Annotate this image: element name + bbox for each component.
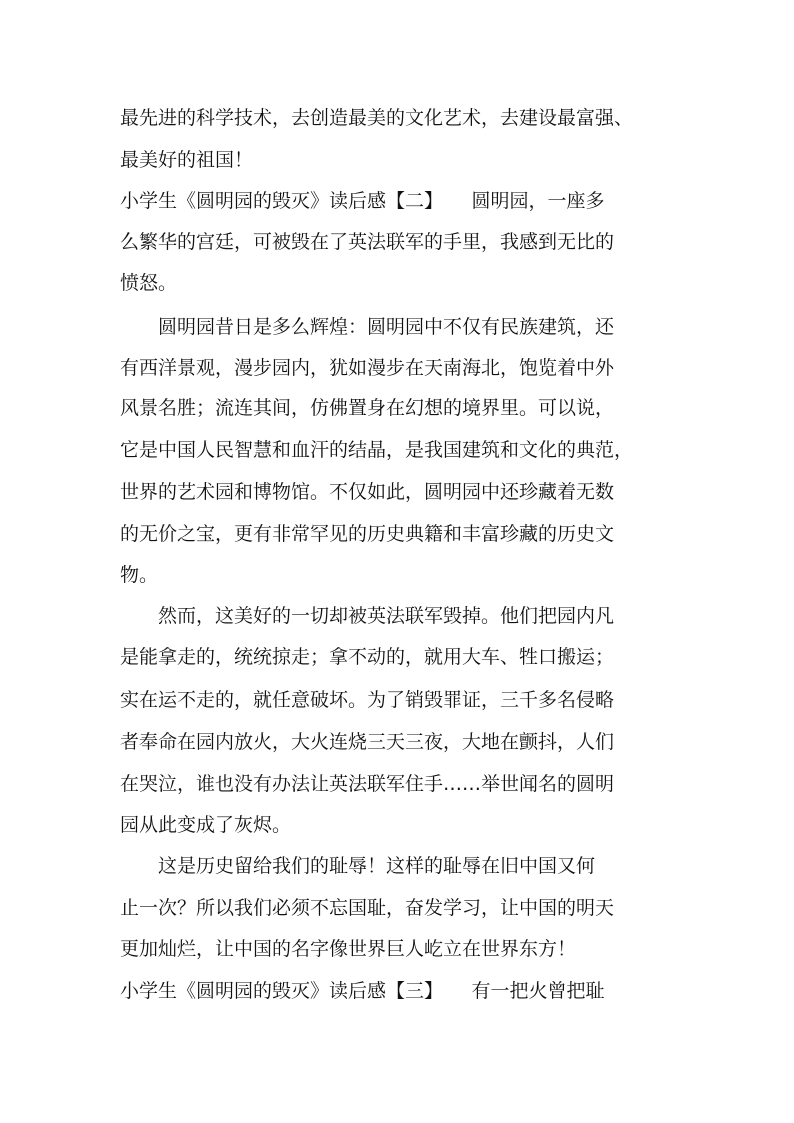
text-line: 世界的艺术园和博物馆。不仅如此，圆明园中还珍藏着无数 bbox=[120, 481, 615, 503]
text-line: 它是中国人民智慧和血汗的结晶，是我国建筑和文化的典范， bbox=[120, 439, 634, 461]
text-line: 最先进的科学技术，去创造最美的文化艺术，去建设最富强、 bbox=[120, 107, 634, 129]
text-line: 在哭泣，谁也没有办法让英法联军住手……举世闻名的圆明 bbox=[120, 773, 615, 795]
text-line: 物。 bbox=[120, 564, 159, 586]
text-line: 圆明园昔日是多么辉煌：圆明园中不仅有民族建筑，还 bbox=[120, 316, 615, 338]
text-line: 这是历史留给我们的耻辱！这样的耻辱在旧中国又何 bbox=[120, 855, 596, 877]
text-line: 最美好的祖国！ bbox=[120, 149, 254, 171]
text-line: 有西洋景观，漫步园内，犹如漫步在天南海北，饱览着中外 bbox=[120, 357, 615, 379]
text-line: 实在运不走的，就任意破坏。为了销毁罪证，三千多名侵略 bbox=[120, 689, 615, 711]
text-line: 园从此变成了灰烬。 bbox=[120, 814, 292, 836]
text-line: 止一次？所以我们必须不忘国耻，奋发学习，让中国的明天 bbox=[120, 897, 615, 919]
section-heading-line: 小学生《圆明园的毁灭》读后感【二】 圆明园，一座多 bbox=[120, 190, 605, 212]
text-line: 者奉命在园内放火，大火连烧三天三夜，大地在颤抖，人们 bbox=[120, 731, 615, 753]
section-heading-line: 小学生《圆明园的毁灭》读后感【三】 有一把火曾把耻 bbox=[120, 980, 605, 1002]
text-line: 更加灿烂，让中国的名字像世界巨人屹立在世界东方！ bbox=[120, 938, 577, 960]
text-line: 然而，这美好的一切却被英法联军毁掉。他们把园内凡 bbox=[120, 605, 615, 627]
text-line: 么繁华的宫廷，可被毁在了英法联军的手里，我感到无比的 bbox=[120, 231, 615, 253]
text-line: 愤怒。 bbox=[120, 272, 178, 294]
text-line: 是能拿走的，统统掠走；拿不动的，就用大车、牲口搬运； bbox=[120, 646, 615, 668]
text-line: 风景名胜；流连其间，仿佛置身在幻想的境界里。可以说， bbox=[120, 397, 615, 419]
text-line: 的无价之宝，更有非常罕见的历史典籍和丰富珍藏的历史文 bbox=[120, 523, 615, 545]
